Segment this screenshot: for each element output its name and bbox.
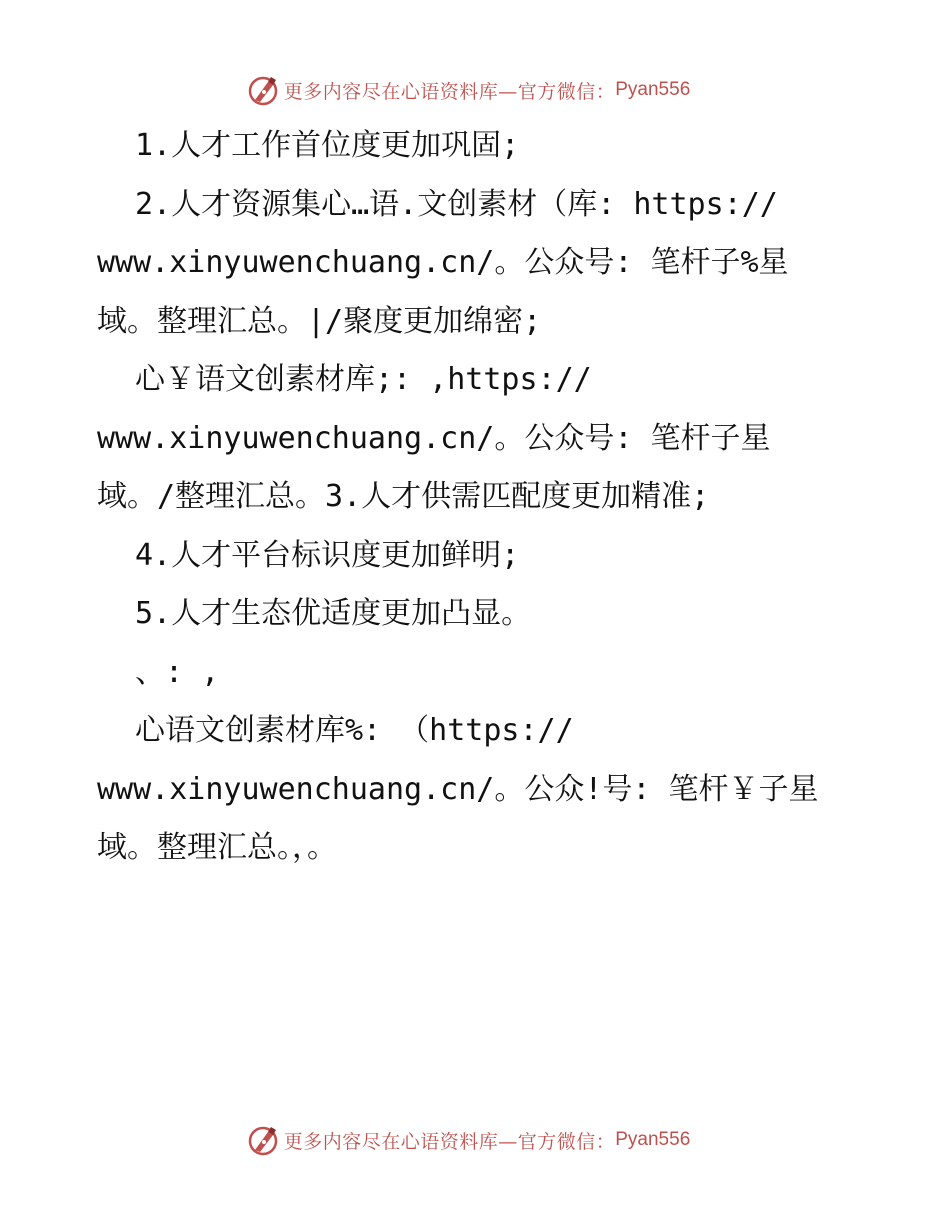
pen-nib-logo-icon [246,73,280,107]
footer-banner-content [246,1123,691,1157]
pen-nib-logo-icon [246,1123,280,1157]
body-line-13: 域。整理汇总。，。 [97,830,337,865]
body-line-7: 域。/整理汇总。3.人才供需匹配度更加精准; [97,479,710,514]
body-line-12: www.xinyuwenchuang.cn/。公众!号: 笔杆￥子星 [97,771,819,807]
header-banner [0,70,950,110]
body-line-11: 心语文创素材库%: （https:// [135,713,574,748]
footer-banner-wechat-id: Pyan556 [615,1129,691,1150]
body-line-9: 5.人才生态优适度更加凸显。 [135,596,532,631]
footer-banner [0,1120,950,1160]
body-line-5: 心￥语文创素材库;: ,https:// [135,362,592,397]
body-line-1: 1.人才工作首位度更加巩固; [135,128,520,163]
body-line-2: 2.人才资源集心…语.文创素材（库: https:// [135,186,778,222]
document-body [97,117,857,878]
header-banner-content [246,73,691,107]
body-line-6: www.xinyuwenchuang.cn/。公众号: 笔杆子星 [97,420,771,456]
body-line-3: www.xinyuwenchuang.cn/。公众号: 笔杆子%星 [97,245,789,280]
header-banner-text: 更多内容尽在心语资料库—官方微信： [283,80,616,103]
body-line-8: 4.人才平台标识度更加鲜明; [135,537,520,573]
header-banner-wechat-id: Pyan556 [615,79,691,100]
body-line-10: 、: , [135,654,220,690]
footer-banner-text: 更多内容尽在心语资料库—官方微信： [283,1130,616,1153]
body-line-4: 域。整理汇总。|/聚度更加绵密; [97,303,542,339]
